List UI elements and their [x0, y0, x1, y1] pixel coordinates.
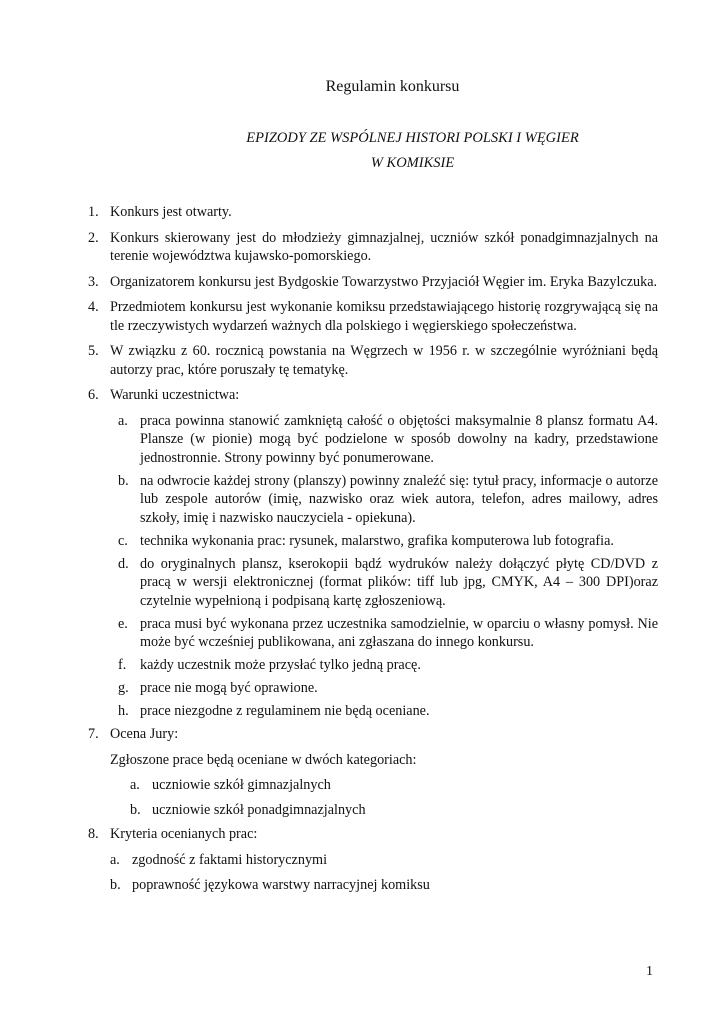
rule-text: Konkurs skierowany jest do młodzieży gimnazjalnej, uczniów szkół ponadgimnazjalnych na terenie województwa kujawsko-pomorskiego.	[110, 229, 658, 264]
jury-intro: Zgłoszone prace będą oceniane w dwóch kategoriach:	[110, 751, 417, 768]
rule-text: W związku z 60. rocznicą powstania na Węgrzech w 1956 r. w szczególnie wyróżniani będą autorzy prac, które poruszały tę tematykę.	[110, 343, 658, 378]
rule-item-5	[80, 342, 658, 379]
criterion-letter: b.	[110, 877, 121, 893]
rule-number: 6.	[88, 387, 99, 403]
rule-number: 5.	[88, 343, 99, 359]
rule-number: 7.	[88, 726, 99, 742]
rule-text: Przedmiotem konkursu jest wykonanie komiksu przedstawiającego historię rozgrywającą się na tle rzeczywistych wydarzeń ważnych dla polskiego i węgierskiego społeczeństwa.	[110, 299, 658, 334]
rule-number: 4.	[88, 299, 99, 315]
rule-item-8	[80, 825, 658, 844]
category-a	[80, 776, 658, 795]
condition-text: prace nie mogą być oprawione.	[140, 680, 318, 696]
condition-letter: g.	[118, 680, 129, 696]
rule-text: Organizatorem konkursu jest Bydgoskie Towarzystwo Przyjaciół Węgier im. Eryka Bazylczuka.	[110, 273, 658, 290]
document-subtitle-line2: W KOMIKSIE	[370, 155, 455, 171]
rule-text: Kryteria ocenianych prac:	[110, 826, 258, 842]
rule-text: Konkurs jest otwarty.	[110, 204, 232, 220]
condition-text: na odwrocie każdej strony (planszy) powinny znaleźć się: tytuł pracy, informacje o autorze lub zespole autorów (imię, nazwisko oraz wiek autora, telefon, adres mailowy, adres szkoły, imię i nazwisko nauczyciela - opiekuna).	[140, 472, 658, 526]
condition-text: praca musi być wykonana przez uczestnika samodzielnie, w oparciu o własny pomysł. Nie może być wcześniej publikowana, ani zgłaszana do innego konkursu.	[140, 615, 658, 650]
rule-item-6	[80, 386, 658, 405]
category-b	[80, 801, 658, 820]
condition-a	[80, 412, 658, 468]
criterion-text: zgodność z faktami historycznymi	[132, 851, 328, 868]
condition-b	[80, 472, 658, 528]
condition-c	[80, 532, 658, 551]
category-letter: a.	[130, 777, 140, 793]
criterion-letter: a.	[110, 851, 120, 868]
category-text: uczniowie szkół gimnazjalnych	[152, 777, 331, 793]
document-subtitle-line1: EPIZODY ZE WSPÓLNEJ HISTORI POLSKI I WĘGIER	[246, 130, 579, 146]
rule-item-2	[80, 229, 658, 266]
rule-item-4	[80, 298, 658, 335]
rule-number: 2.	[88, 229, 99, 246]
document-title: Regulamin konkursu	[325, 78, 460, 95]
condition-letter: f.	[118, 657, 127, 673]
category-letter: b.	[130, 801, 141, 818]
page-number: 1	[646, 964, 653, 979]
condition-text: praca powinna stanowić zamkniętą całość o objętości maksymalnie 8 plansz formatu A4. Plansze (w pionie) mogą być podzielone w sposób dowolny na kadry, przedstawione jednostronnie. Strony powinny być ponumerowane.	[140, 412, 658, 466]
condition-letter: e.	[118, 615, 128, 632]
condition-letter: a.	[118, 412, 128, 429]
criterion-text: poprawność językowa warstwy narracyjnej komiksu	[132, 877, 430, 893]
condition-text: do oryginalnych plansz, kserokopii bądź wydruków należy dołączyć płytę CD/DVD z pracą w wersji elektronicznej (format plików: tiff lub jpg, CMYK, A4 – 300 DPI)oraz czytelnie wypełnioną i podpisaną kartę zgłoszeniową.	[140, 555, 658, 609]
condition-text: prace niezgodne z regulaminem nie będą oceniane.	[140, 703, 430, 719]
criterion-b	[80, 876, 658, 895]
criterion-a	[80, 851, 658, 870]
condition-e	[80, 615, 658, 652]
rule-item-7	[80, 725, 658, 744]
condition-letter: h.	[118, 703, 129, 719]
condition-f	[80, 656, 658, 675]
rule-text: Warunki uczestnictwa:	[110, 387, 240, 403]
category-text: uczniowie szkół ponadgimnazjalnych	[152, 801, 366, 818]
condition-h	[80, 702, 658, 721]
rule-number: 1.	[88, 204, 99, 220]
condition-text: każdy uczestnik może przysłać tylko jedną pracę.	[140, 657, 421, 673]
rule-item-3	[80, 273, 658, 292]
rule-item-1	[80, 203, 658, 222]
condition-text: technika wykonania prac: rysunek, malarstwo, grafika komputerowa lub fotografia.	[140, 532, 614, 549]
condition-letter: d.	[118, 555, 129, 572]
rule-number: 8.	[88, 826, 99, 842]
condition-d	[80, 555, 658, 611]
rule-number: 3.	[88, 273, 99, 290]
rule-text: Ocena Jury:	[110, 726, 179, 742]
condition-g	[80, 679, 658, 698]
condition-letter: b.	[118, 472, 129, 489]
condition-letter: c.	[118, 532, 128, 549]
document-body	[80, 203, 658, 902]
